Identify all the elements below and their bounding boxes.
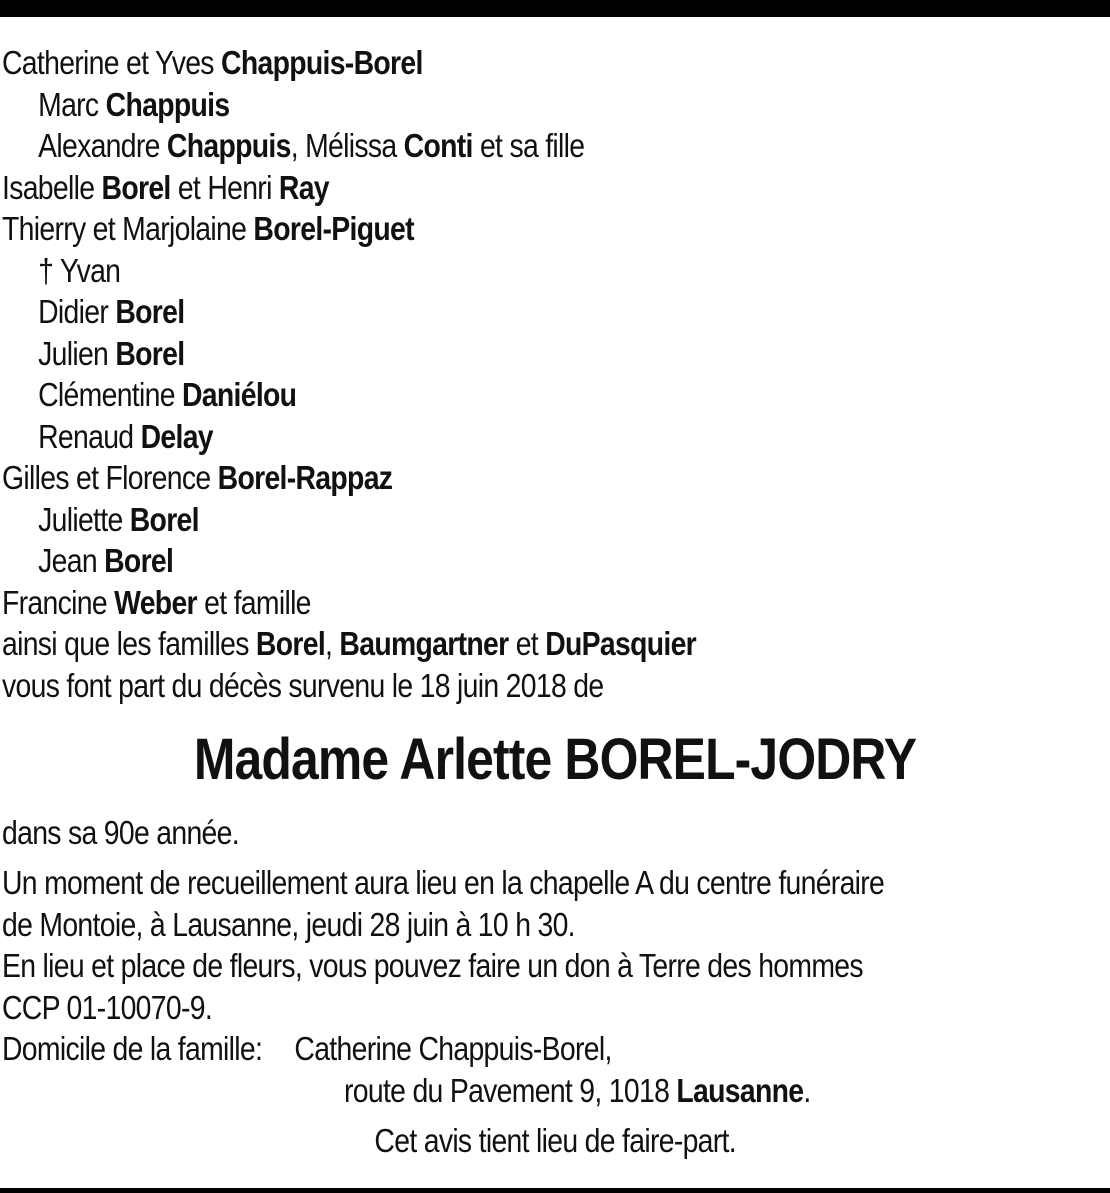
surname: DuPasquier xyxy=(545,625,697,662)
family-line xyxy=(2,291,948,333)
family-line xyxy=(2,374,948,416)
family-line xyxy=(2,457,948,499)
family-line xyxy=(2,623,948,665)
ceremony-info xyxy=(2,862,1028,945)
surname: Conti xyxy=(403,127,473,164)
domicile-name: Catherine Chappuis-Borel, xyxy=(294,1030,612,1067)
family-line xyxy=(2,125,948,167)
family-list xyxy=(2,42,1102,706)
first-names: Marc xyxy=(38,85,106,123)
domicile-line xyxy=(2,1028,612,1070)
surname: Borel xyxy=(129,500,199,538)
surname: Borel-Rappaz xyxy=(217,459,393,496)
connector-text: et famille xyxy=(196,583,311,621)
surname: Ray xyxy=(278,168,329,206)
surname: Chappuis-Borel xyxy=(221,44,423,81)
first-names: Julien xyxy=(38,334,116,372)
first-names: Isabelle xyxy=(2,168,102,206)
family-line xyxy=(2,167,948,209)
surname: Chappuis xyxy=(105,85,230,123)
first-names: † Yvan xyxy=(38,251,121,289)
surname: Borel xyxy=(101,168,171,206)
donation-line: CCP 01-10070-9. xyxy=(2,988,213,1026)
surname: Daniélou xyxy=(181,376,297,413)
family-line xyxy=(2,582,948,624)
surname: Delay xyxy=(140,417,213,455)
connector-text: et sa fille xyxy=(472,127,585,164)
footer xyxy=(0,1120,1110,1162)
ceremony-line: Un moment de recueillement aura lieu en la chapelle A du centre funéraire xyxy=(2,864,885,901)
announcement-line xyxy=(2,665,948,707)
first-names: Catherine et Yves xyxy=(2,44,222,81)
domicile-address xyxy=(344,1070,811,1112)
family-line xyxy=(2,42,948,84)
connector-text: et xyxy=(508,625,546,662)
first-names: Francine xyxy=(2,583,115,621)
city: Lausanne xyxy=(676,1072,804,1109)
first-names: Clémentine xyxy=(38,376,182,413)
donation-line: En lieu et place de fleurs, vous pouvez faire un don à Terre des hommes xyxy=(2,947,863,984)
surname: Chappuis xyxy=(166,127,291,164)
announcement-text: vous font part du décès survenu le 18 juin 2018 de xyxy=(2,666,604,704)
domicile-label: Domicile de la famille: xyxy=(2,1030,263,1067)
first-names: Jean xyxy=(38,542,105,579)
family-line xyxy=(2,333,948,375)
connector-text: et Henri xyxy=(170,168,279,206)
family-line xyxy=(2,499,948,541)
surname: Borel-Piguet xyxy=(253,210,414,247)
first-names: ainsi que les familles xyxy=(2,625,256,662)
surname: Baumgartner xyxy=(339,625,509,662)
surname: Borel xyxy=(104,542,174,579)
footer-text: Cet avis tient lieu de faire-part. xyxy=(374,1122,736,1159)
first-names: Thierry et Marjolaine xyxy=(2,210,254,247)
family-line xyxy=(2,416,948,458)
family-line xyxy=(2,250,948,292)
surname: Borel xyxy=(255,625,326,662)
surname: Weber xyxy=(114,583,197,621)
ceremony-line: de Montoie, à Lausanne, jeudi 28 juin à 10 h 30. xyxy=(2,905,575,943)
top-rule xyxy=(0,0,1110,17)
punctuation: . xyxy=(803,1072,811,1109)
connector-text: , xyxy=(325,625,340,662)
family-line xyxy=(2,540,948,582)
surname: Borel xyxy=(115,293,185,330)
family-line xyxy=(2,84,948,126)
bottom-rule xyxy=(0,1188,1110,1193)
family-line xyxy=(2,208,948,250)
first-names: Didier xyxy=(38,293,116,330)
deceased-name: Madame Arlette BOREL-JODRY xyxy=(193,727,917,792)
street-address: route du Pavement 9, 1018 xyxy=(344,1072,677,1109)
first-names: Renaud xyxy=(38,417,141,455)
age-text: dans sa 90e année. xyxy=(2,814,239,851)
connector-text: , Mélissa xyxy=(290,127,404,164)
donation-info xyxy=(2,945,1003,1028)
first-names: Juliette xyxy=(38,500,130,538)
surname: Borel xyxy=(115,334,185,372)
first-names: Alexandre xyxy=(38,127,167,164)
first-names: Gilles et Florence xyxy=(2,459,218,496)
